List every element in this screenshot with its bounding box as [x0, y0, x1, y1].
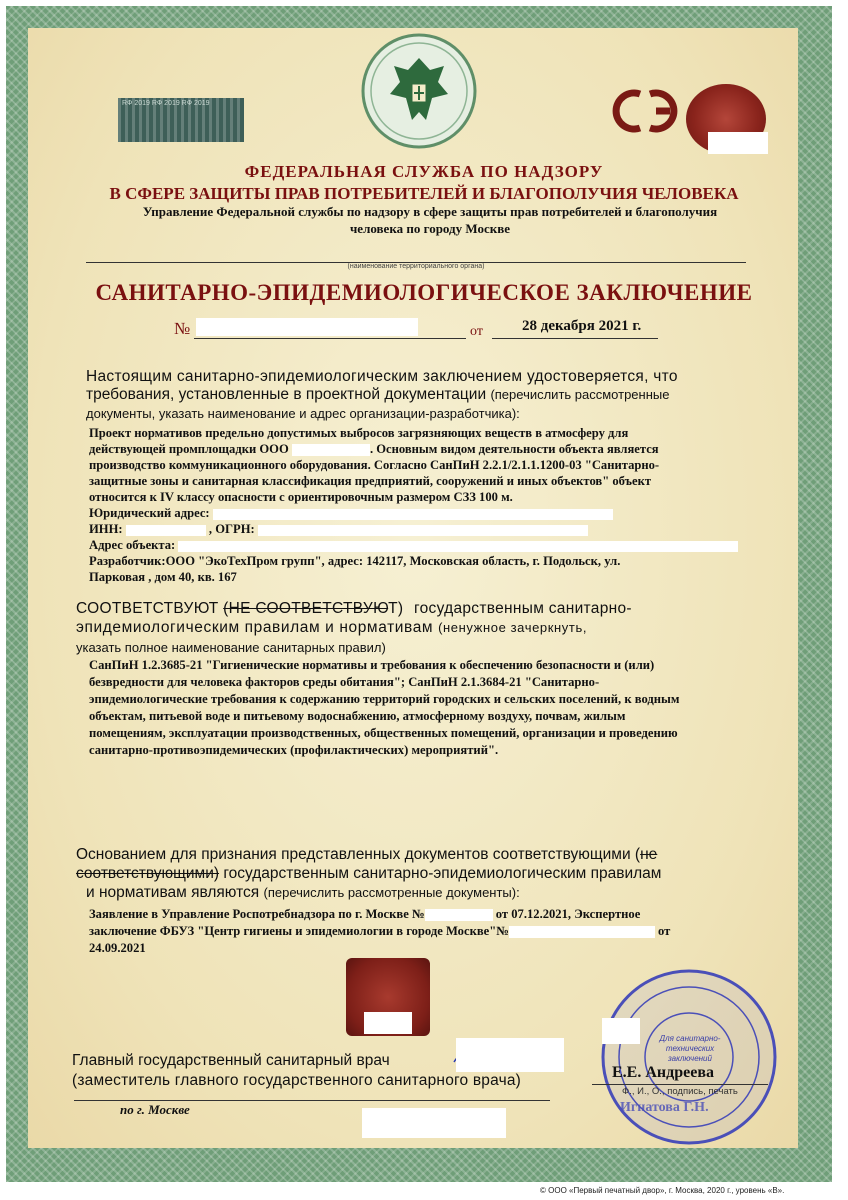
- section2-body-line3: эпидемиологические требования к содержанию территорий городских и сельских поселений, к водным: [89, 692, 680, 706]
- section1-body-line2-end: . Основным видом деятельности объекта является: [369, 442, 659, 456]
- document-date: 28 декабря 2021 г.: [522, 318, 642, 334]
- not-conform-word: [223, 600, 403, 617]
- section3-line1: [76, 846, 657, 864]
- redacted-number: [196, 318, 418, 336]
- hologram-text: RФ 2019 RФ 2019 RФ 2019: [122, 100, 210, 107]
- printer-footer: © ООО «Первый печатный двор», г. Москва, 2020 г., уровень «В».: [540, 1186, 785, 1195]
- section3-line3-text: и нормативам являются: [86, 884, 260, 901]
- section1-body-line3: производство коммуникационного оборудования. Согласно СанПиН 2.2.1/2.1.1.1200-03 "Санитарно-: [89, 458, 660, 472]
- office-name-line1: Управление Федеральной службы по надзору в сфере защиты прав потребителей и благополучия: [142, 204, 718, 219]
- section3-line3: [86, 884, 520, 902]
- agency-name-line1: ФЕДЕРАЛЬНАЯ СЛУЖБА ПО НАДЗОРУ: [244, 162, 604, 181]
- section1-intro-line2-text: требования, установленные в проектной документации: [86, 386, 487, 403]
- section2-body-line4: объектам, питьевой воде и питьевому водоснабжению, атмосферному воздуху, почвам, жилым: [89, 709, 626, 723]
- section3-line1-text: Основанием для признания представленных документов соответствующими: [76, 846, 631, 863]
- section3-body-line2-start: заключение ФБУЗ "Центр гигиены и эпидемиологии в городе Москве"№: [89, 924, 509, 938]
- stamp-name: Игнатова Г.Н.: [620, 1100, 709, 1115]
- hologram-seal: [118, 98, 244, 142]
- section1-body-line2-start: действующей промплощадки ООО: [89, 442, 289, 456]
- section3-body-line2: [89, 923, 769, 940]
- redacted-ogrn: [258, 525, 588, 536]
- redacted-expert-number: [509, 926, 655, 938]
- legal-address-line: [89, 505, 769, 521]
- section3-body: [89, 906, 769, 957]
- stamp-inner-text: Для санитарно-технических заключений: [659, 1034, 721, 1063]
- section3-body-line1-end: от 07.12.2021, Экспертное: [495, 907, 641, 921]
- number-prefix: №: [174, 319, 191, 338]
- signature-caption: Ф., И., О., подпись, печать: [622, 1086, 738, 1097]
- section1-intro-line2: [86, 386, 669, 404]
- legal-address-label: Юридический адрес:: [89, 506, 210, 520]
- redacted-company: [292, 444, 370, 456]
- redacted-legal-address: [213, 509, 613, 520]
- section1-intro-line2-note: (перечислить рассмотренные: [490, 387, 670, 402]
- redacted-seal-area: [364, 1012, 412, 1034]
- section3-body-line2-end: от: [658, 924, 671, 938]
- signature-line: [592, 1084, 768, 1085]
- not-conform-tail: Т): [388, 600, 404, 617]
- signatory-title-line1: Главный государственный санитарный врач: [72, 1052, 390, 1069]
- section3-line1-struck: не: [640, 846, 658, 863]
- inn-ogrn-line: [89, 521, 769, 537]
- redacted-stamp-area: [602, 1018, 640, 1044]
- section3-line2-struck: соответствующими): [76, 865, 220, 882]
- office-name-line2: человека по городу Москве: [349, 221, 511, 236]
- section2-line2: [76, 619, 587, 637]
- signatory-title-line2: (заместитель главного государственного санитарного врача): [72, 1072, 522, 1089]
- city-underline: [74, 1100, 550, 1101]
- section3-body-line3: 24.09.2021: [89, 941, 146, 955]
- ogrn-label: , ОГРН:: [208, 522, 255, 536]
- section2-line2-note: (ненужное зачеркнуть,: [438, 620, 588, 635]
- object-address-label: Адрес объекта:: [89, 538, 176, 552]
- section3-body-line1-start: Заявление в Управление Роспотребнадзора по г. Москве №: [89, 907, 425, 921]
- redacted-bottom: [362, 1108, 506, 1138]
- section3-line2: [76, 865, 661, 883]
- inn-label: ИНН:: [89, 522, 123, 536]
- redacted-signature: [456, 1038, 564, 1072]
- section2-line1: [76, 600, 632, 618]
- section1-body: [89, 425, 769, 585]
- section1-body-line2: [89, 441, 769, 457]
- number-underline: [194, 338, 466, 339]
- section2-body-line6: санитарно-противоэпидемических (профилактических) мероприятий".: [89, 743, 499, 757]
- redacted-application-number: [425, 909, 493, 921]
- date-underline: [492, 338, 658, 339]
- object-address-line: [89, 537, 769, 553]
- not-conform-struck: (НЕ СООТВЕТСТВУЮ: [223, 600, 389, 617]
- section2-body: [89, 657, 769, 759]
- redacted-inn: [126, 525, 206, 536]
- redacted-area: [708, 132, 768, 154]
- section2-body-line2: безвредности для человека факторов среды обитания"; СанПиН 2.1.3684-21 "Санитарно-: [89, 675, 600, 689]
- section1-intro-line3: документы, указать наименование и адрес организации-разработчика):: [86, 406, 520, 421]
- section1-body-line1: Проект нормативов предельно допустимых выбросов загрязняющих веществ в атмосферу для: [89, 426, 629, 440]
- section3-line3-note: (перечислить рассмотренные документы):: [263, 885, 520, 900]
- developer-line1: Разработчик:ООО "ЭкоТехПром групп", адрес: 142117, Московская область, г. Подольск, ул.: [89, 554, 621, 568]
- section1-body-line4: защитные зоны и санитарная классификация предприятий, сооружений и иных объектов" объект: [89, 474, 652, 488]
- signatory-name: Е.Е. Андреева: [612, 1064, 714, 1081]
- section2-line1-rest: государственным санитарно-: [414, 600, 632, 617]
- section3-body-line1: [89, 906, 769, 923]
- section2-line2-text: эпидемиологическим правилам и нормативам: [76, 619, 434, 636]
- signatory-city: по г. Москве: [120, 1102, 190, 1117]
- developer-line2: Парковая , дом 40, кв. 167: [89, 570, 237, 584]
- section1-intro-line1: Настоящим санитарно-эпидемиологическим заключением удостоверяется, что: [86, 368, 678, 385]
- conform-word: СООТВЕТСТВУЮТ: [76, 600, 219, 617]
- agency-name-line2: В СФЕРЕ ЗАЩИТЫ ПРАВ ПОТРЕБИТЕЛЕЙ И БЛАГОПОЛУЧИЯ ЧЕЛОВЕКА: [109, 184, 739, 203]
- section2-body-line5: помещениям, эксплуатации производственных, общественных помещений, организации и проведению: [89, 726, 678, 740]
- section1-body-line5: относится к IV классу опасности с ориентировочным размером СЗЗ 100 м.: [89, 490, 513, 504]
- section3-line1-paren: (: [634, 846, 641, 863]
- section3-line2-text: государственным санитарно-эпидемиологическим правилам: [223, 865, 662, 882]
- emblem: [360, 32, 478, 150]
- section2-line3: указать полное наименование санитарных правил): [76, 640, 386, 655]
- certification-mark: [604, 86, 688, 136]
- redacted-object-address: [178, 541, 738, 552]
- document-title: САНИТАРНО-ЭПИДЕМИОЛОГИЧЕСКОЕ ЗАКЛЮЧЕНИЕ: [95, 280, 753, 305]
- date-prefix: от: [470, 324, 483, 339]
- section2-body-line1: СанПиН 1.2.3685-21 "Гигиенические нормативы и требования к обеспечению безопасности и (или): [89, 658, 655, 672]
- territorial-caption: (наименование территориального органа): [347, 263, 485, 270]
